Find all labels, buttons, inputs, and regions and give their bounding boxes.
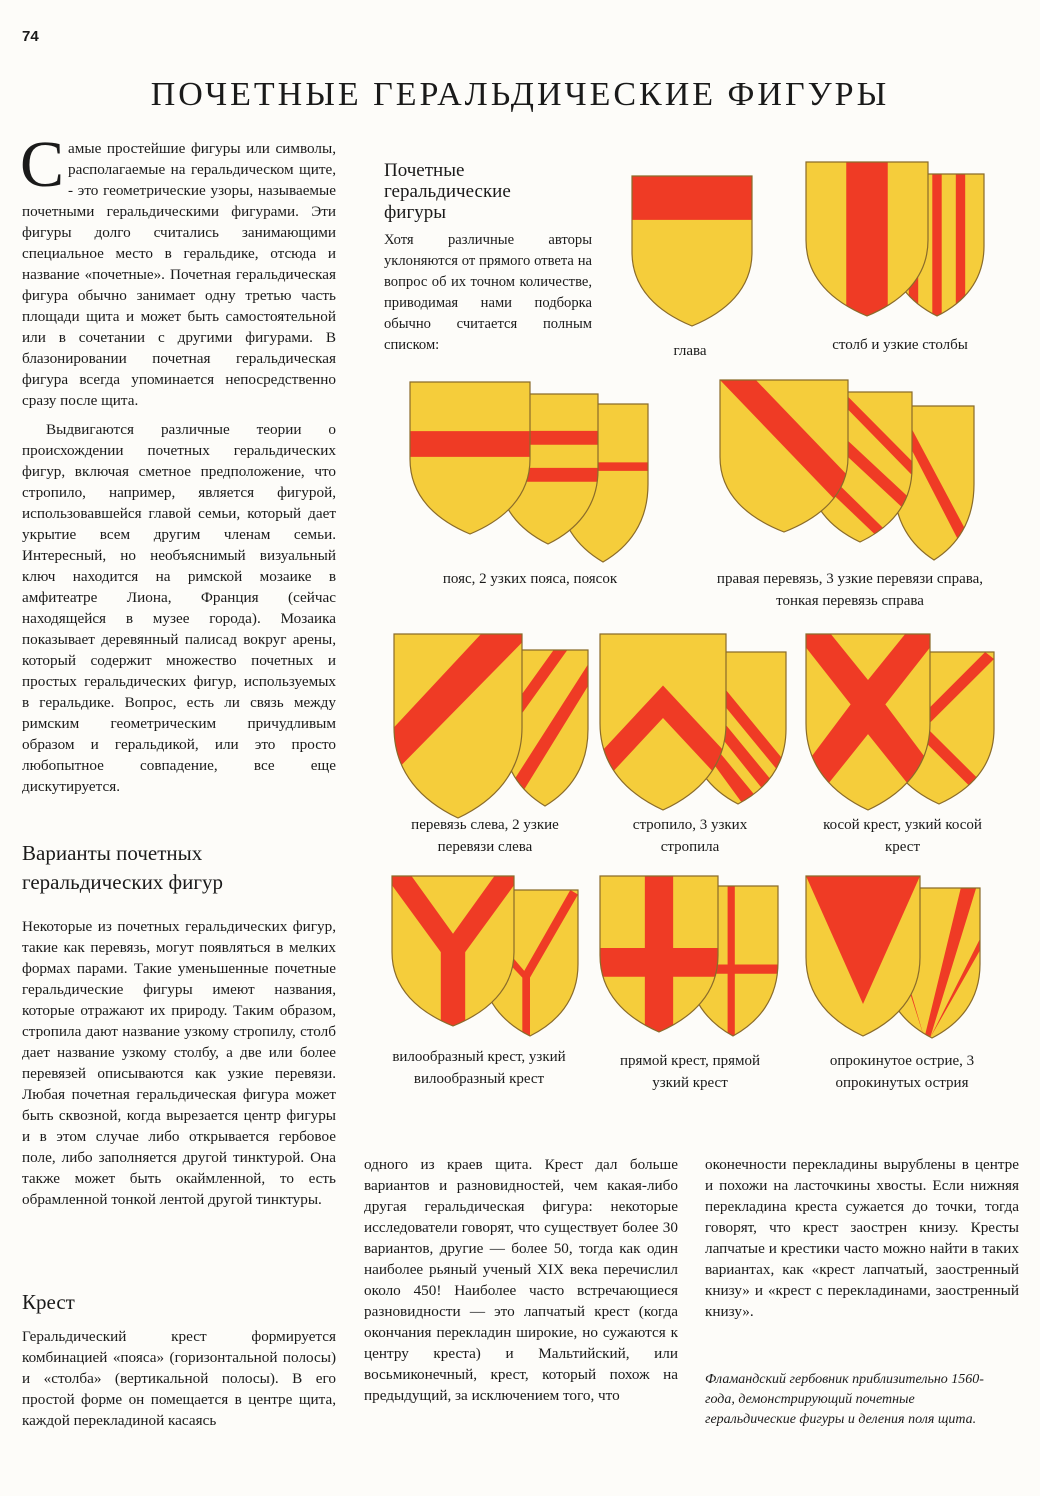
- shield-fesse: [410, 382, 530, 534]
- caption-bend: правая перевязь, 3 узкие перевязи справа, тонкая перевязь справа: [716, 571, 984, 609]
- shield-pile: [806, 876, 920, 1036]
- shield-charge: [632, 176, 752, 220]
- caption-cross: прямой крест, прямой узкий крест: [619, 1053, 761, 1091]
- caption-pale: столб и узкие столбы: [832, 337, 968, 353]
- caption-saltire: косой крест, узкий косой крест: [823, 817, 982, 855]
- cross-heading: Крест: [22, 1290, 75, 1314]
- caption-fess: пояс, 2 узких пояса, поясок: [442, 571, 618, 587]
- shield-bend: [720, 380, 848, 532]
- shield-charge: [846, 162, 887, 316]
- shield-chief: [632, 176, 752, 326]
- page-title: ПОЧЕТНЫЕ ГЕРАЛЬДИЧЕСКИЕ ФИГУРЫ: [150, 76, 890, 113]
- intro-paragraph-1: амые простейшие фигуры или символы, располагаемые на геральдическом щите, - это геометрические узоры, называемые почетными геральдическими фигурами. Эти фигуры долго считались занимающими специальное место в геральдике, отсюда и название «почетные». Почетная геральдическая фигура обычно занимает одну третью часть площади щита и может быть самостоятельной или в сочетании с другими фигурами. В блазонировании почетная геральдическая фигура всегда упоминается непосредственно сразу после щита.: [22, 140, 336, 409]
- shield-saltire: [806, 634, 930, 810]
- caption-pall: вилообразный крест, узкий вилообразный крест: [392, 1049, 566, 1087]
- figure-caption: Фламандский гербовник приблизительно 1560-года, демонстрирующий почетные геральдические фигуры и деления поля щита.: [705, 1372, 984, 1427]
- caption-chief: глава: [673, 343, 707, 359]
- caption-pile: опрокинутое острие, 3 опрокинутых острия: [829, 1053, 975, 1091]
- shield-chevron: [600, 634, 726, 810]
- variants-heading: Варианты почетных геральдических фигур: [22, 841, 224, 894]
- cross-paragraph-2: одного из краев щита. Крест дал больше вариантов и разновидностей, чем какая-либо другая геральдическая фигура: некоторые исследователи говорят, что существует более 30 вариантов, другие — более 50, тогда как один наиболее рьяный ученый XIX века перечислил около 450! Наиболее часто встречающиеся разновидности — это лапчатый крест (когда окончания перекладин широкие, но сужаются к центру креста) и Мальтийский, или восьмиконечный, крест, который похож на предыдущий, за исключением того, что: [364, 1156, 678, 1404]
- intro-paragraph-2: Выдвигаются различные теории о происхождении почетных геральдических фигур, включая сметное предположение, что стропило, например, является фигурой, использовавшейся главой семьи, который дает укрытие всем другим членам семьи. Интересный, но необъяснимый визуальный ключ находится на римской мозаике в амфитеатре Лиона, Франция (сейчас находящейся в музее города). Мозаика показывает деревянный палисад вокруг арены, который содержит множество почетных и простых геральдических фигур, используемых в геральдике. Вопрос, есть ли связь между римским геометрическим причудливым образом и геральдикой, или это просто любопытное совпадение, все еще дискутируется.: [22, 421, 336, 795]
- cross-paragraph-3: оконечности перекладины вырублены в центре и похожи на ласточкины хвосты. Если нижняя перекладина креста сужается до точки, тогда говорят, что крест заострен книзу. Кресты лапчатые и крестики часто можно найти в таких вариантах, как «крест лапчатый, заостренный книзу» и «крест с перекладинами, заостренный книзу».: [705, 1156, 1019, 1320]
- sidebar-text: Хотя различные авторы уклоняются от прямого ответа на вопрос об их точном количестве, приводимая нами подборка обычно считается полным списком:: [384, 232, 592, 353]
- shield-field: [600, 634, 726, 810]
- variants-paragraph: Некоторые из почетных геральдических фигур, такие как перевязь, могут появляться в мелких формах парами. Такие уменьшенные почетные геральдические фигуры имеют названия, которые отражают их природу. Таким образом, стропила дают название узкому стропилу, столб дает название узкому столбу, а две или более перевязей описываются как узкие перевязи. Любая почетная геральдическая фигура может быть сквозной, когда вырезается центр фигуры и в этом случае либо открывается гербовое поле, либо заполняется другой тинктурой. Она также может быть окаймленной, то есть обрамленной тонкой лентой другой тинктуры.: [22, 918, 336, 1208]
- cross-paragraph-1: Геральдический крест формируется комбинацией «пояса» (горизонтальной полосы) и «столба» (вертикальной полосы). В его простой форме он помещается в центре щита, каждой перекладиной касаясь: [22, 1328, 336, 1429]
- shield-charge: [410, 431, 530, 457]
- sidebar-heading: Почетные геральдические фигуры: [384, 160, 511, 223]
- page-number: 74: [22, 28, 39, 45]
- shield-pale: [806, 162, 928, 316]
- caption-bend-sinister: перевязь слева, 2 узкие перевязи слева: [411, 817, 559, 855]
- shield-cross: [600, 876, 718, 1032]
- drop-cap: С: [20, 128, 65, 201]
- shield-bend-sinister: [394, 634, 522, 818]
- shield-field: [410, 382, 530, 534]
- intro-section: [20, 128, 336, 797]
- shield-pall: [392, 876, 514, 1026]
- caption-chevron: стропило, 3 узких стропила: [632, 817, 748, 855]
